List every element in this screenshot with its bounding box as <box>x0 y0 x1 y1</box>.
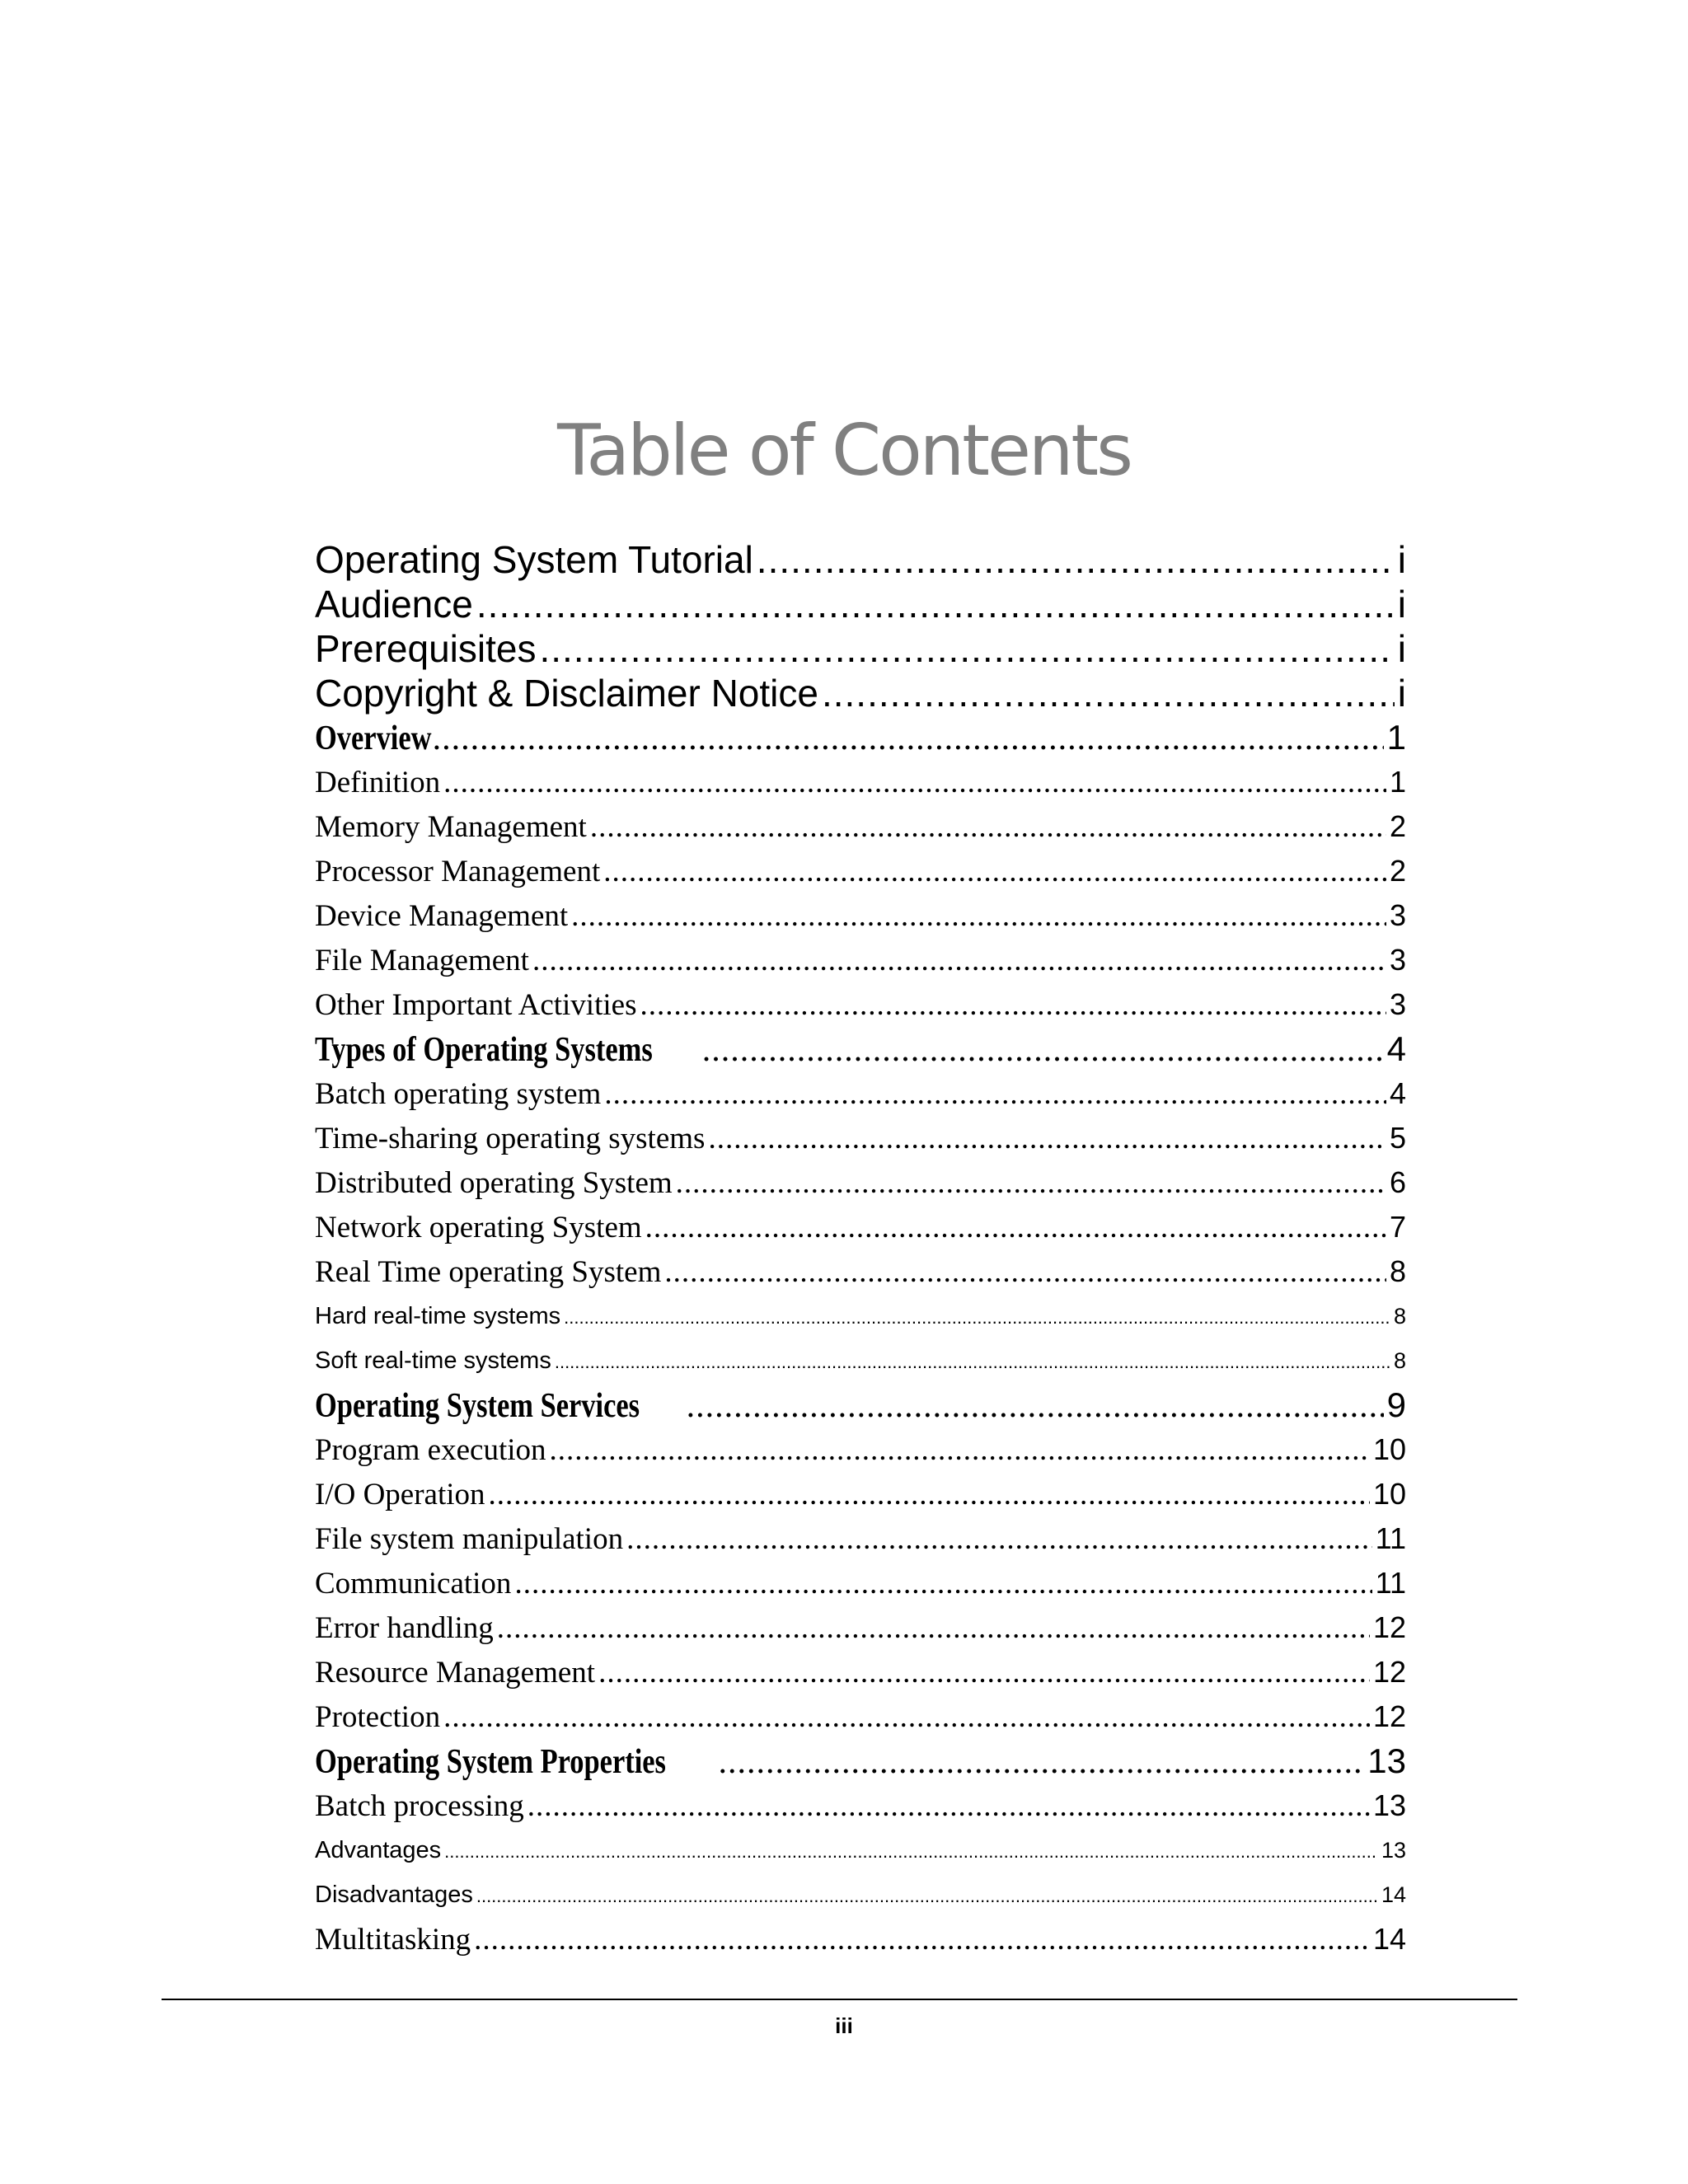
toc-entry-page-number: 3 <box>1389 943 1406 977</box>
toc-dot-leader <box>590 805 1386 849</box>
toc-entry-title: Disadvantages <box>315 1882 473 1908</box>
toc-entry-title: File system manipulation <box>315 1522 624 1556</box>
toc-entry-page-number: i <box>1397 538 1406 581</box>
toc-dot-leader <box>514 1562 1372 1605</box>
toc-entry-title: Error handling <box>315 1611 494 1645</box>
toc-entry[interactable] <box>315 1917 1406 1961</box>
toc-entry-title: Program execution <box>315 1433 546 1467</box>
toc-entry-page-number: 1 <box>1386 718 1406 757</box>
toc-entry-page-number: 1 <box>1389 765 1406 799</box>
toc-dot-leader <box>550 1428 1370 1472</box>
toc-entry-page-number: 3 <box>1389 898 1406 932</box>
toc-entry-title: Batch operating system <box>315 1077 602 1111</box>
toc-entry-title: Hard real-time systems <box>315 1303 561 1329</box>
toc-entry[interactable] <box>315 715 1406 760</box>
toc-entry-page-number: 13 <box>1372 1788 1406 1822</box>
toc-entry-title: Resource Management <box>315 1656 596 1690</box>
toc-entry[interactable] <box>315 1872 1406 1917</box>
toc-entry-title: I/O Operation <box>315 1478 485 1511</box>
toc-entry[interactable] <box>315 537 1406 582</box>
toc-entry[interactable] <box>315 1338 1406 1383</box>
toc-entry-page-number: 6 <box>1389 1165 1406 1199</box>
toc-entry-title: Batch processing <box>315 1789 524 1823</box>
toc-dot-leader <box>718 1740 1364 1783</box>
toc-entry[interactable] <box>315 1605 1406 1650</box>
toc-dot-leader <box>528 1784 1370 1828</box>
toc-entry-title: Distributed operating System <box>315 1166 673 1200</box>
toc-entry[interactable] <box>315 893 1406 938</box>
toc-entry[interactable] <box>315 804 1406 849</box>
toc-entry-title: Protection <box>315 1700 441 1734</box>
toc-dot-leader <box>474 1918 1370 1961</box>
toc-entry-title: Network operating System <box>315 1211 642 1244</box>
toc-dot-leader <box>476 582 1395 626</box>
toc-entry-page-number: 13 <box>1381 1838 1406 1863</box>
toc-entry-page-number: 4 <box>1386 1029 1406 1068</box>
toc-entry-page-number: i <box>1397 583 1406 626</box>
toc-entry-page-number: 2 <box>1389 809 1406 843</box>
toc-entry-title: Time-sharing operating systems <box>315 1122 706 1155</box>
toc-dot-leader <box>443 1695 1370 1739</box>
toc-entry[interactable] <box>315 671 1406 715</box>
toc-dot-leader <box>443 761 1386 804</box>
toc-dot-leader <box>676 1161 1386 1205</box>
toc-entry-page-number: 10 <box>1372 1432 1406 1466</box>
footer-page-number: iii <box>835 2013 853 2038</box>
toc-entry[interactable] <box>315 849 1406 893</box>
toc-entry-title: Device Management <box>315 899 569 933</box>
toc-entry-title: Copyright & Disclaimer Notice <box>315 672 818 715</box>
toc-entry[interactable] <box>315 1650 1406 1694</box>
toc-entry[interactable] <box>315 1828 1406 1872</box>
toc-entry-page-number: 4 <box>1389 1076 1406 1110</box>
toc-dot-leader <box>664 1250 1386 1294</box>
toc-entry-title: File Management <box>315 944 529 977</box>
toc-entry-title: Audience <box>315 583 473 626</box>
toc-dot-leader <box>564 1296 1390 1338</box>
toc-entry-page-number: 10 <box>1372 1477 1406 1511</box>
toc-entry-page-number: 11 <box>1375 1521 1406 1555</box>
toc-entry[interactable] <box>315 1383 1406 1427</box>
toc-entry-page-number: 14 <box>1372 1922 1406 1956</box>
toc-entry-page-number: 14 <box>1381 1882 1406 1907</box>
toc-entry-page-number: 8 <box>1393 1348 1406 1373</box>
toc-entry[interactable] <box>315 1561 1406 1605</box>
toc-entry-page-number: 12 <box>1372 1655 1406 1689</box>
toc-dot-leader <box>822 671 1395 715</box>
toc-entry-page-number: 9 <box>1386 1385 1406 1424</box>
toc-entry[interactable] <box>315 1739 1406 1783</box>
toc-dot-leader <box>604 1072 1386 1116</box>
toc-entry[interactable] <box>315 982 1406 1027</box>
toc-entry[interactable] <box>315 1472 1406 1516</box>
toc-dot-leader <box>687 1384 1384 1427</box>
toc-entry-page-number: 13 <box>1367 1741 1406 1780</box>
toc-dot-leader <box>603 850 1386 893</box>
toc-entry-title: Advantages <box>315 1837 442 1863</box>
toc-entry[interactable] <box>315 626 1406 671</box>
toc-entry-title: Operating System Tutorial <box>315 538 753 581</box>
toc-entry-page-number: i <box>1397 672 1406 715</box>
toc-entry[interactable] <box>315 1249 1406 1294</box>
toc-dot-leader <box>702 1028 1384 1071</box>
toc-entry-title: Soft real-time systems <box>315 1347 551 1374</box>
toc-dot-leader <box>640 983 1386 1027</box>
toc-entry-page-number: i <box>1397 627 1406 670</box>
toc-entry-page-number: 5 <box>1389 1121 1406 1155</box>
toc-entry-page-number: 12 <box>1372 1699 1406 1733</box>
toc-entry[interactable] <box>315 760 1406 804</box>
toc-entry[interactable] <box>315 1160 1406 1205</box>
toc-entry[interactable] <box>315 1516 1406 1561</box>
toc-entry[interactable] <box>315 1783 1406 1828</box>
footer-divider <box>162 1999 1517 2000</box>
toc-entry-title: Processor Management <box>315 855 601 888</box>
toc-dot-leader <box>757 537 1395 582</box>
toc-entry-title: Real Time operating System <box>315 1255 662 1289</box>
toc-dot-leader <box>444 1830 1378 1872</box>
toc-entry[interactable] <box>315 1027 1406 1071</box>
page-title: Table of Contents <box>557 410 1131 492</box>
toc-entry-title: Other Important Activities <box>315 988 637 1022</box>
toc-entry-title: Communication <box>315 1567 512 1601</box>
toc-dot-leader <box>476 1874 1378 1917</box>
toc-entry-title: Memory Management <box>315 810 587 844</box>
toc-entry[interactable] <box>315 1116 1406 1160</box>
toc-entry-page-number: 8 <box>1389 1254 1406 1288</box>
toc-entry[interactable] <box>315 1205 1406 1249</box>
toc-entry[interactable] <box>315 938 1406 982</box>
toc-dot-leader <box>598 1651 1370 1694</box>
toc-dot-leader <box>433 716 1384 760</box>
table-of-contents <box>315 537 1406 1961</box>
toc-dot-leader <box>555 1340 1390 1383</box>
toc-entry-title: Operating System Properties <box>315 1743 666 1781</box>
toc-entry[interactable] <box>315 1427 1406 1472</box>
toc-entry-title: Types of Operating Systems <box>315 1031 653 1069</box>
toc-entry-page-number: 2 <box>1389 854 1406 888</box>
toc-entry[interactable] <box>315 1071 1406 1116</box>
toc-dot-leader <box>489 1473 1370 1516</box>
toc-dot-leader <box>626 1517 1372 1561</box>
toc-entry[interactable] <box>315 582 1406 626</box>
toc-entry-title: Definition <box>315 766 441 799</box>
toc-entry-title: Operating System Services <box>315 1387 640 1425</box>
toc-entry-page-number: 8 <box>1393 1304 1406 1329</box>
toc-entry-page-number: 12 <box>1372 1610 1406 1644</box>
toc-entry-title: Multitasking <box>315 1923 471 1957</box>
toc-entry[interactable] <box>315 1294 1406 1338</box>
toc-entry-title: Overview <box>315 719 432 757</box>
toc-dot-leader <box>571 894 1386 938</box>
toc-entry-title: Prerequisites <box>315 627 537 670</box>
toc-dot-leader <box>539 626 1394 671</box>
toc-entry-page-number: 3 <box>1389 987 1406 1021</box>
toc-entry[interactable] <box>315 1694 1406 1739</box>
toc-dot-leader <box>497 1606 1370 1650</box>
toc-dot-leader <box>708 1117 1386 1160</box>
toc-entry-page-number: 11 <box>1375 1566 1406 1600</box>
toc-dot-leader <box>645 1206 1386 1249</box>
toc-dot-leader <box>532 939 1386 982</box>
toc-entry-page-number: 7 <box>1389 1210 1406 1244</box>
